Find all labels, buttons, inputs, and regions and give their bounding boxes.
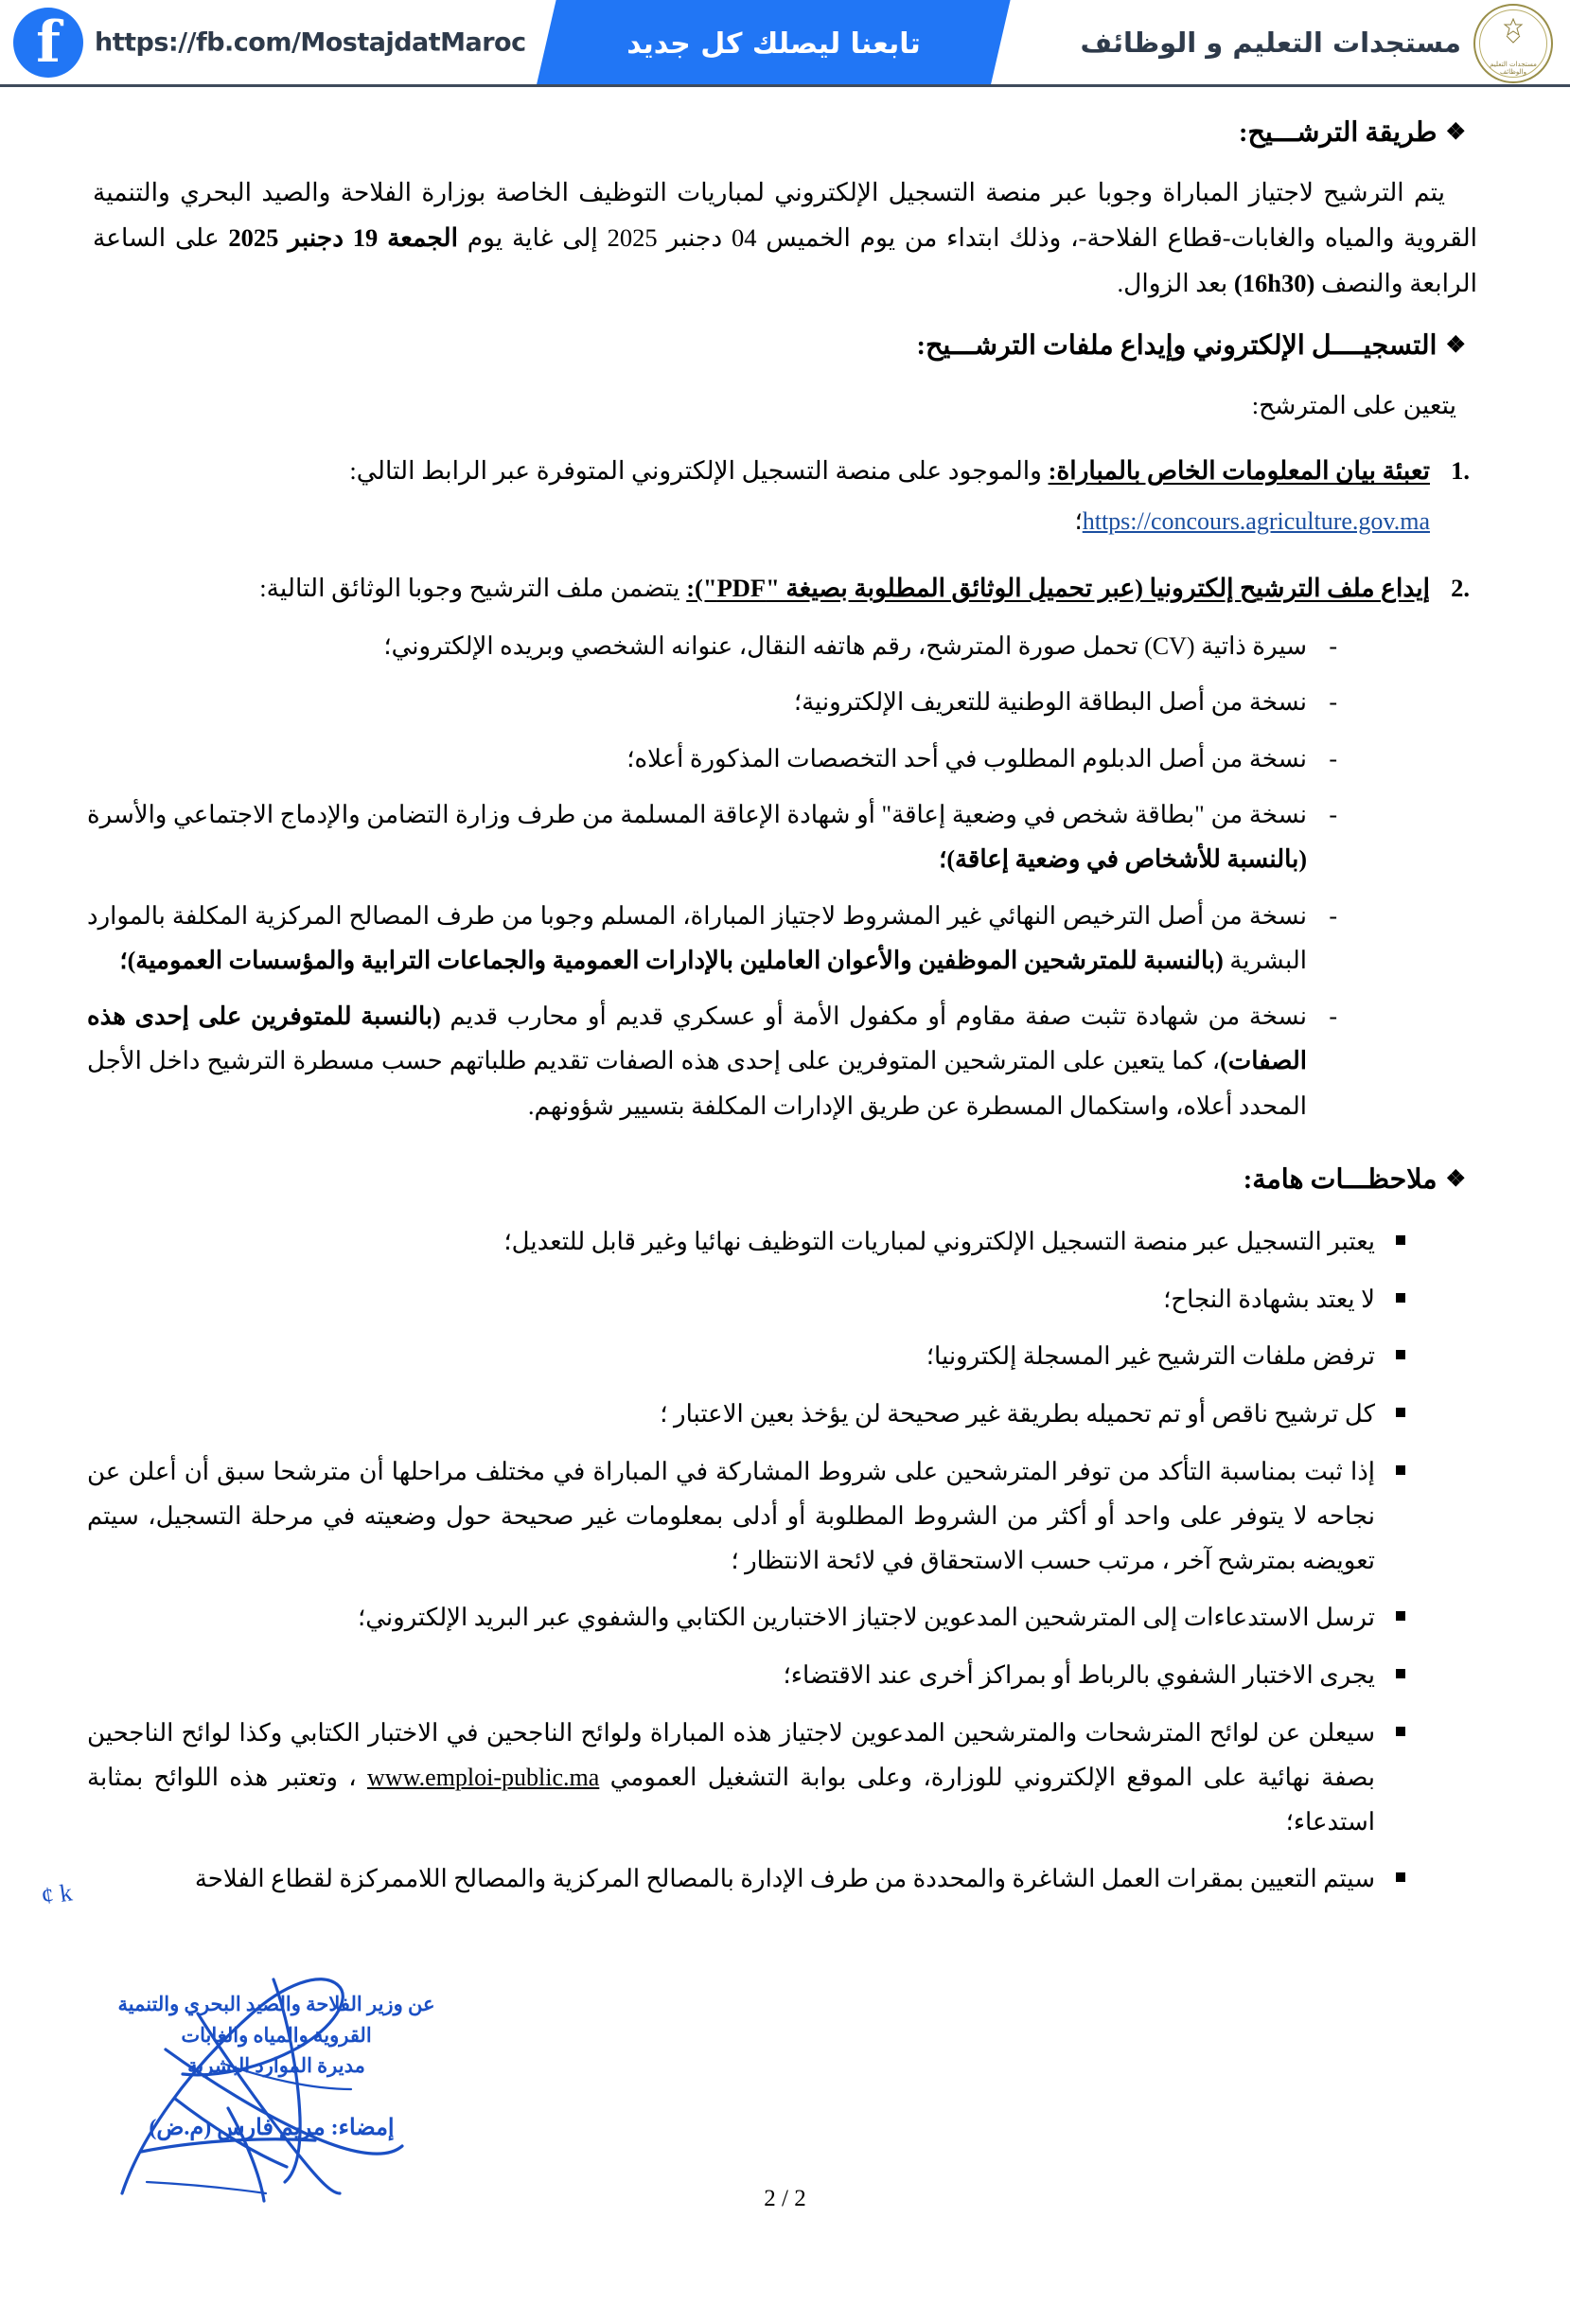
- registration-step-1: [87, 448, 1483, 544]
- document-bold-tail: (بالنسبة للمتوفرين على إحدى هذه الصفات): [87, 1002, 1307, 1075]
- signature-line-3: مديرة الموارد البشرية: [187, 2054, 365, 2078]
- seal-text: مستجدات التعليم والوظائف: [1490, 60, 1537, 76]
- document-item: [87, 894, 1339, 984]
- signature-line-2: القروية والمياه والغابات: [181, 2023, 372, 2047]
- banner-brand-text: مستجدات التعليم و الوظائف: [1080, 26, 1461, 59]
- document-text-after: ، كما يتعين على المترشحين المتوفرين على إحدى هذه الصفات تقديم طلباتهم حسب مسطرة الترشيح داخل الأجل المحدد أعلاه، واستكمال المسطرة عن طريق الإدارات المكلفة بتسيير شؤونهم.: [87, 1047, 1307, 1120]
- section-notes: [87, 1161, 1483, 1902]
- diamond-bullet-icon: ❖: [1445, 1167, 1466, 1193]
- document-text: نسخة من "بطاقة شخص في وضعية إعاقة" أو شهادة الإعاقة المسلمة من طرف وزارة التضامن والإدماج الاجتماعي والأسرة: [87, 800, 1307, 828]
- pen-scribble-mark: k ¢: [39, 1878, 75, 1910]
- note-item: [87, 1220, 1409, 1265]
- section-method-heading: [87, 114, 1483, 154]
- emploi-public-link[interactable]: www.emploi-public.ma: [367, 1763, 600, 1791]
- section-notes-heading: [87, 1161, 1483, 1201]
- required-documents-list: [87, 624, 1430, 1128]
- document-item: [87, 736, 1339, 781]
- note-item: [87, 1450, 1409, 1583]
- ministry-seal: [1473, 4, 1553, 83]
- document-item: [87, 792, 1339, 882]
- link-prefix-semicolon: ؛: [1074, 507, 1083, 536]
- document-text: نسخة من أصل الدبلوم المطلوب في أحد التخصصات المذكورة أعلاه؛: [626, 744, 1307, 772]
- section-method: [87, 114, 1483, 306]
- signature-line-1: عن وزير الفلاحة والصيد البحري والتنمية: [117, 1993, 435, 2016]
- site-banner: [0, 0, 1570, 87]
- method-deadline-date: الجمعة 19 دجنبر 2025: [228, 222, 458, 252]
- step-2-text: يتضمن ملف الترشيح وجوبا الوثائق التالية:: [259, 573, 687, 602]
- registration-step-2: [87, 565, 1483, 1128]
- registration-portal-link-line: [87, 499, 1430, 543]
- diamond-bullet-icon: ❖: [1445, 120, 1466, 145]
- signature-name: إمضاء: مريم فارس (م.ض): [149, 2116, 395, 2141]
- document-content: [39, 87, 1483, 2252]
- note-text: ترسل الاستدعاءات إلى المترشحين المدعوين لاجتياز الاختبارين الكتابي والشفوي عبر البريد الإلكتروني؛: [357, 1604, 1375, 1632]
- note-text: يعتبر التسجيل عبر منصة التسجيل الإلكتروني لمباريات التوظيف نهائيا وغير قابل للتعديل؛: [503, 1227, 1375, 1255]
- method-text-2: على الساعة الرابعة والنصف: [93, 222, 1477, 298]
- note-text: لا يعتد بشهادة النجاح؛: [1163, 1285, 1375, 1313]
- note-text-after: ، وتعتبر هذه اللوائح بمثابة استدعاء؛: [87, 1763, 1375, 1836]
- facebook-url-link[interactable]: https://fb.com/MostajdatMaroc: [95, 27, 526, 57]
- registration-lead-text: يتعين على المترشح:: [1251, 391, 1456, 420]
- note-text: ترفض ملفات الترشيح غير المسجلة إلكترونيا؛: [926, 1342, 1375, 1371]
- method-text-1: يتم الترشيح لاجتياز المباراة وجوبا عبر منصة التسجيل الإلكتروني لمباريات التوظيف الخاصة بوزارة الفلاحة والصيد البحري والتنمية القروية والمياه والغابات-قطاع الفلاحة-، وذلك ابتداء من يوم الخميس 04 دجنبر 2025 إلى غاية يوم: [93, 177, 1478, 252]
- note-item: [87, 1857, 1409, 1902]
- step-2-title: إيداع ملف الترشيح إلكترونيا (عبر تحميل الوثائق المطلوبة بصيغة "PDF"):: [686, 573, 1430, 602]
- note-text: كل ترشيح ناقص أو تم تحميله بطريقة غير صحيحة لن يؤخذ بعين الاعتبار ؛: [660, 1400, 1375, 1428]
- facebook-f-glyph: f: [36, 9, 61, 76]
- note-item: [87, 1393, 1409, 1437]
- important-notes-list: [87, 1220, 1483, 1902]
- section-method-paragraph: [87, 169, 1483, 307]
- signature-authority-text: [73, 1989, 480, 2082]
- banner-slab-text: تابعنا ليصلك كل جديد: [626, 27, 921, 61]
- note-text: سيتم التعيين بمقرات العمل الشاغرة والمحددة من طرف الإدارة بالمصالح المركزية والمصالح اللاممركزة لقطاع الفلاحة: [194, 1865, 1375, 1893]
- signature-block: [73, 1989, 480, 2207]
- morocco-crest-icon: [1501, 18, 1526, 46]
- document-item: [87, 680, 1339, 724]
- document-bold-tail: (بالنسبة للمترشحين الموظفين والأعوان العاملين بالإدارات العمومية والجماعات الترابية والمؤسسات العمومية)؛: [119, 946, 1224, 974]
- document-page: [0, 87, 1570, 2252]
- note-item: [87, 1654, 1409, 1698]
- note-item: [87, 1712, 1409, 1844]
- section-registration: [87, 327, 1483, 1128]
- section-registration-heading: [87, 327, 1483, 367]
- document-text: نسخة من شهادة تثبت صفة مقاوم أو مكفول الأمة أو عسكري قديم أو محارب قديم: [440, 1002, 1307, 1031]
- document-text: سيرة ذاتية (CV) تحمل صورة المترشح، رقم هاتفه النقال، عنوانه الشخصي وبريده الإلكتروني؛: [383, 631, 1307, 660]
- facebook-icon[interactable]: [13, 8, 83, 78]
- note-item: [87, 1596, 1409, 1641]
- section-method-heading-text: طريقة الترشـــيح:: [1238, 118, 1438, 148]
- document-bold-tail: (بالنسبة للأشخاص في وضعية إعاقة)؛: [939, 845, 1307, 874]
- document-item: [87, 624, 1339, 668]
- page-number: 2 / 2: [764, 2186, 806, 2212]
- note-item: [87, 1335, 1409, 1379]
- method-text-3: بعد الزوال.: [1117, 269, 1234, 298]
- document-text: نسخة من أصل البطاقة الوطنية للتعريف الإلكترونية؛: [793, 688, 1307, 717]
- method-deadline-time: (16h30): [1233, 269, 1315, 298]
- step-1-title: تعبئة بيان المعلومات الخاص بالمباراة:: [1048, 456, 1430, 486]
- section-notes-heading-text: ملاحظـــات هامة:: [1243, 1165, 1438, 1196]
- note-text: سيعلن عن لوائح المترشحات والمترشحين المدعوين لاجتياز هذه المباراة ولوائح الناجحين في الاختبار الكتابي وكذا لوائح الناجحين بصفة نهائية على الموقع الإلكتروني للوزارة، وعلى بوابة التشغيل العمومي: [87, 1719, 1375, 1791]
- note-item: [87, 1278, 1409, 1322]
- diamond-bullet-icon: ❖: [1445, 333, 1466, 359]
- note-text: يجرى الاختبار الشفوي بالرباط أو بمراكز أخرى عند الاقتضاء؛: [783, 1661, 1375, 1690]
- document-item: [87, 994, 1339, 1128]
- section-registration-heading-text: التسجيــــل الإلكتروني وإيداع ملفات الترشـــيح:: [916, 331, 1438, 362]
- step-1-text: والموجود على منصة التسجيل الإلكتروني المتوفرة عبر الرابط التالي:: [349, 456, 1049, 486]
- document-text: نسخة من أصل الترخيص النهائي غير المشروط لاجتياز المباراة، المسلم وجوبا من طرف المصالح المركزية المكلفة بالموارد البشرية: [87, 901, 1307, 974]
- registration-steps-list: [87, 448, 1483, 1128]
- registration-portal-link[interactable]: https://concours.agriculture.gov.ma: [1082, 507, 1430, 536]
- note-text: إذا ثبت بمناسبة التأكد من توفر المترشحين على شروط المشاركة في المباراة في مختلف مراحلها أن مترشحا سبق أن أعلن عن نجاحه لا يتوفر على واحد أو أكثر من الشروط المطلوبة أو أدلى بمعلومات غير صحيحة حول وضعيته في مرحلة التسجيل، سيتم تعويضه بمترشح آخر ، مرتب حسب الاستحقاق في لائحة الانتظار ؛: [87, 1458, 1375, 1574]
